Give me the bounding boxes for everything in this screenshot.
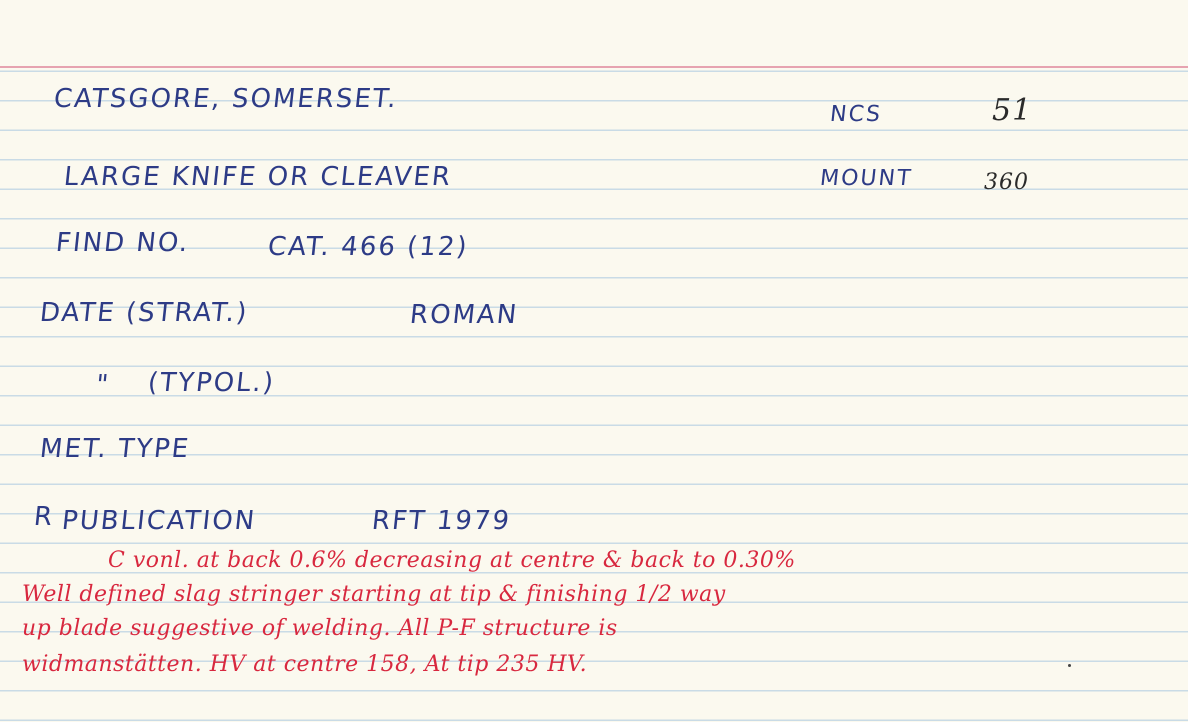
publication-label: PUBLICATION bbox=[60, 506, 258, 536]
publication-mark: R bbox=[32, 502, 56, 532]
ncs-label: NCS bbox=[828, 102, 884, 127]
mount-label: MOUNT bbox=[818, 166, 914, 191]
note-line: C vonl. at back 0.6% decreasing at centre & back to 0.30% bbox=[108, 548, 796, 573]
card-header-area bbox=[0, 0, 1188, 68]
note-line: widmanstätten. HV at centre 158, At tip 235 HV. bbox=[22, 652, 588, 677]
date-strat-value: ROMAN bbox=[408, 300, 520, 330]
note-line: up blade suggestive of welding. All P-F structure is bbox=[22, 616, 618, 641]
date-typol-label: (TYPOL.) bbox=[146, 368, 277, 398]
date-strat-label: DATE (STRAT.) bbox=[38, 298, 250, 328]
find-no-label: FIND NO. bbox=[54, 228, 192, 258]
note-line: Well defined slag stringer starting at tip & finishing 1/2 way bbox=[22, 582, 726, 607]
publication-value: RFT 1979 bbox=[370, 506, 513, 536]
ncs-value: 51 bbox=[992, 93, 1033, 128]
ditto-mark: " bbox=[94, 370, 112, 400]
met-type-label: MET. TYPE bbox=[38, 434, 192, 464]
site-label: CATSGORE, SOMERSET. bbox=[52, 84, 400, 114]
find-no-value: CAT. 466 (12) bbox=[266, 232, 471, 262]
ink-dot bbox=[1068, 664, 1071, 667]
mount-value: 360 bbox=[984, 170, 1029, 195]
red-margin-rule bbox=[0, 66, 1188, 68]
object-label: LARGE KNIFE OR CLEAVER bbox=[62, 162, 454, 192]
